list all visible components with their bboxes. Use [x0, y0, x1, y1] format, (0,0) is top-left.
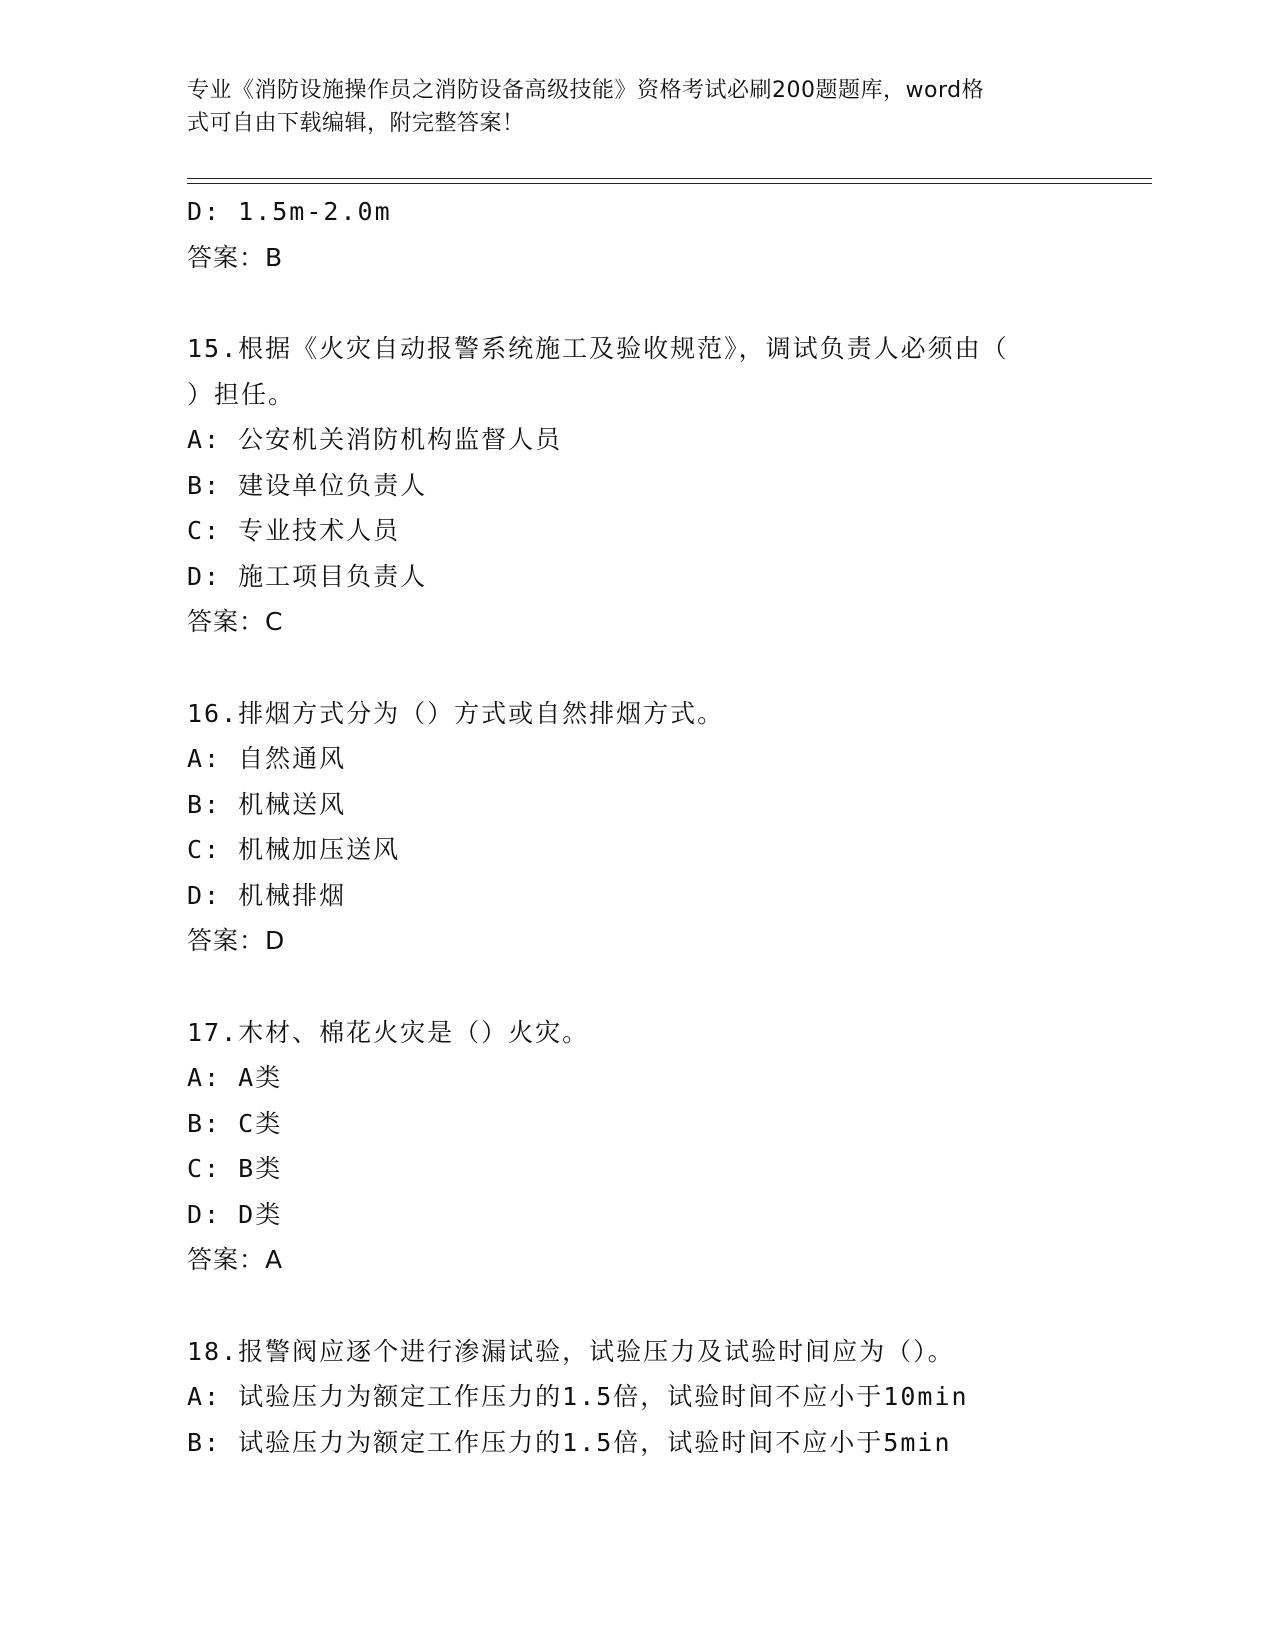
- answer: 答案：D: [187, 926, 286, 955]
- question-text: 18.报警阀应逐个进行渗漏试验，试验压力及试验时间应为（）。: [187, 1336, 955, 1366]
- option-b: B: 机械送风: [187, 789, 347, 819]
- option-a: A: 自然通风: [187, 744, 347, 773]
- option-b: B: C类: [187, 1108, 283, 1138]
- spacer: [187, 1283, 1087, 1329]
- question-text: 16.排烟方式分为（）方式或自然排烟方式。: [187, 698, 725, 728]
- question-text-continued: ）担任。: [187, 379, 296, 409]
- answer: 答案：B: [187, 242, 284, 272]
- answer: 答案：A: [187, 1245, 284, 1274]
- option-d: D: D类: [187, 1199, 283, 1229]
- option-d: D: 施工项目负责人: [187, 561, 428, 591]
- header-line-1: 专业《消防设施操作员之消防设备高级技能》资格考试必刷200题题库，word格: [187, 78, 985, 103]
- spacer: [187, 280, 1087, 326]
- option-c: C: B类: [187, 1154, 283, 1183]
- option-b: B: 建设单位负责人: [187, 470, 428, 500]
- header-line-2: 式可自由下载编辑，附完整答案！: [187, 111, 525, 136]
- document-header: [187, 74, 1067, 140]
- option-c: C: 机械加压送风: [187, 835, 401, 864]
- question-15: [187, 326, 1087, 645]
- header-divider-top: [187, 178, 1152, 179]
- spacer: [187, 645, 1087, 691]
- question-18: [187, 1329, 1087, 1466]
- header-divider-bottom: [187, 183, 1152, 184]
- question-14-tail: [187, 189, 1087, 280]
- question-text: 17.木材、棉花火灾是（）火灾。: [187, 1017, 590, 1047]
- option-a: A: A类: [187, 1063, 283, 1092]
- option-d: D: 机械排烟: [187, 880, 347, 910]
- question-text: 15.根据《火灾自动报警系统施工及验收规范》，调试负责人必须由（: [187, 334, 1009, 363]
- spacer: [187, 964, 1087, 1010]
- option-a: A: 公安机关消防机构监督人员: [187, 425, 563, 454]
- option-c: C: 专业技术人员: [187, 516, 401, 545]
- option-b: B: 试验压力为额定工作压力的1.5倍，试验时间不应小于5min: [187, 1427, 952, 1457]
- option-d: D: 1.5m-2.0m: [187, 197, 392, 226]
- question-16: [187, 691, 1087, 964]
- document-body: [187, 189, 1087, 1465]
- option-a: A: 试验压力为额定工作压力的1.5倍，试验时间不应小于10min: [187, 1382, 969, 1411]
- question-17: [187, 1010, 1087, 1283]
- answer: 答案：C: [187, 607, 284, 636]
